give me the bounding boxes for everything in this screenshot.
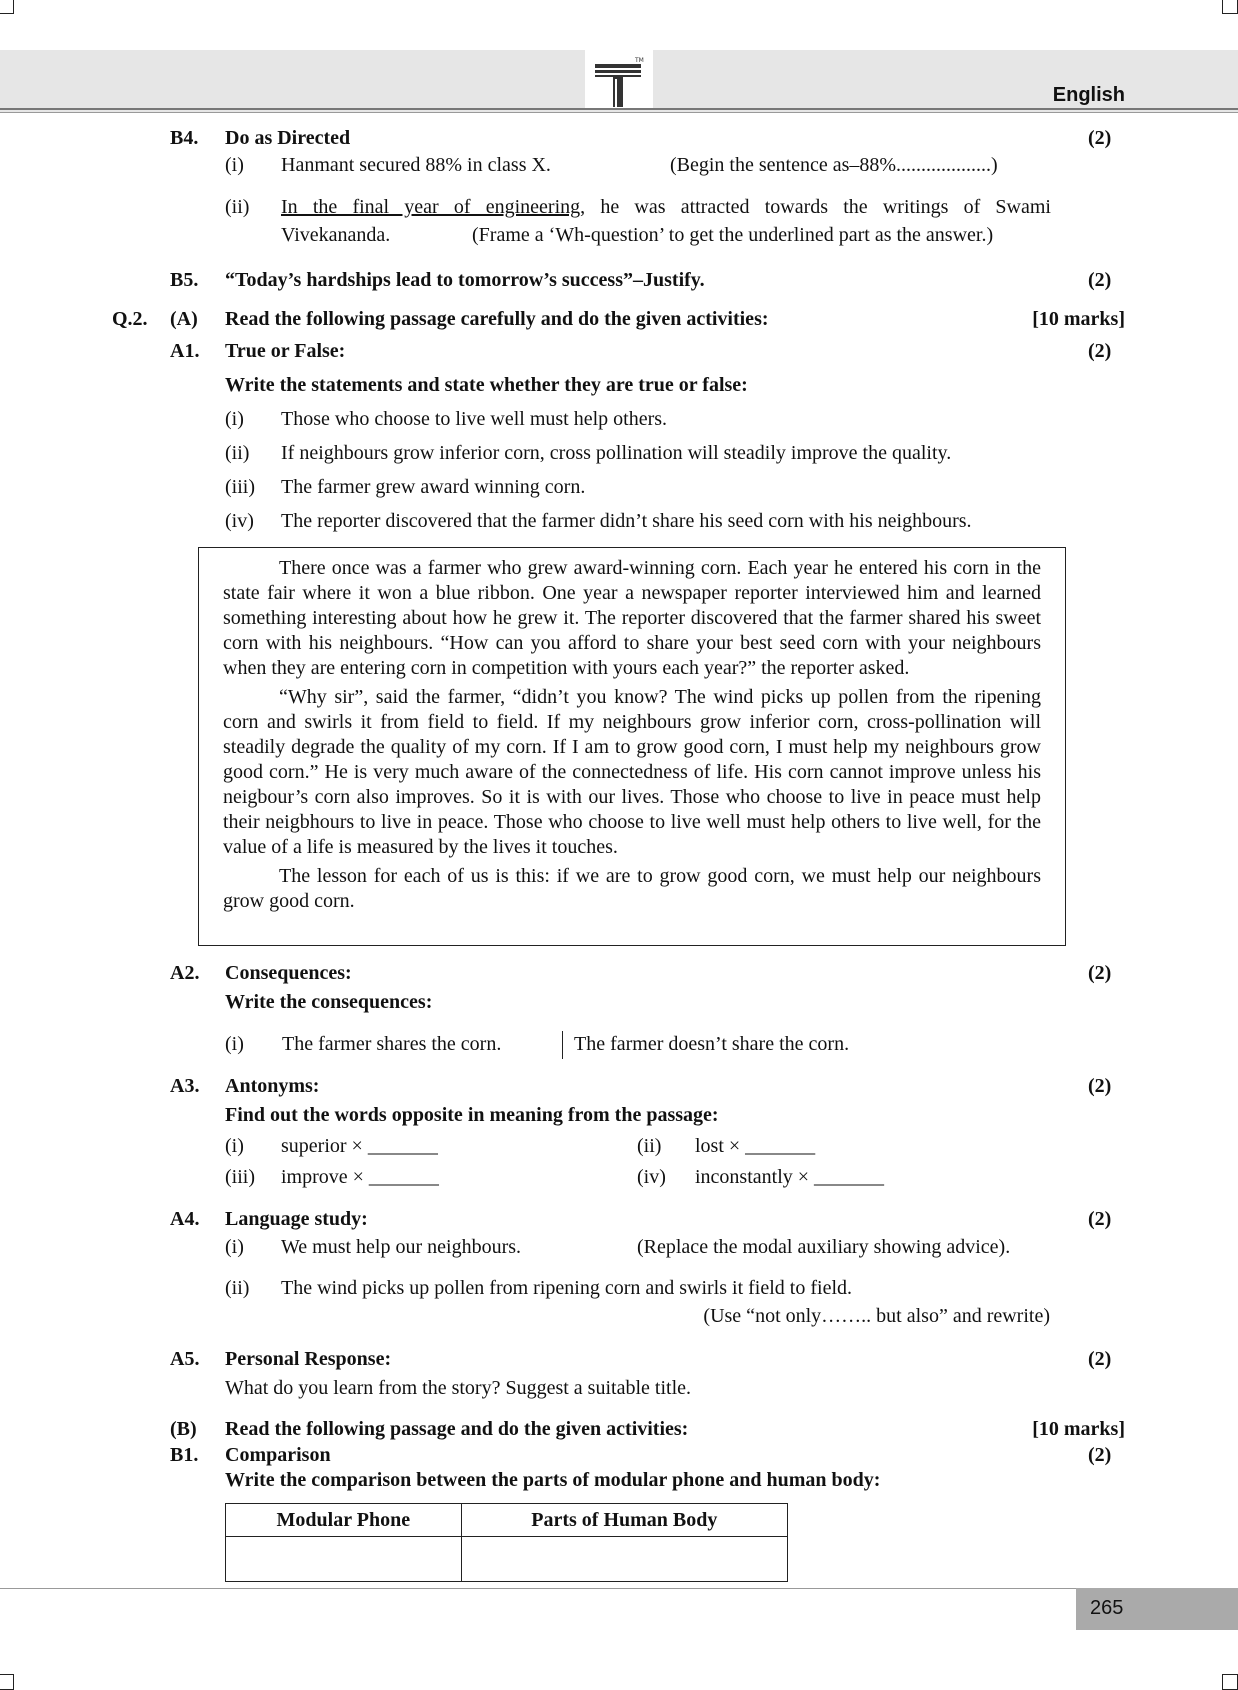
- item-instruction: (Begin the sentence as–88%...................): [670, 154, 998, 176]
- question-label: A3.: [170, 1075, 200, 1097]
- passage-paragraph: There once was a farmer who grew award-winning corn. Each year he entered his corn in the state fair where it won a blue ribbon. One year a newspaper reporter interviewed him and learned something interesting about how he grew it. The reporter discovered that the farmer shared his sweet corn with his neighbours. “How can you afford to share your best seed corn with your neighbours when they are entering corn in competition with yours each year?” the reporter asked.: [223, 557, 1041, 679]
- marks: (2): [1088, 340, 1112, 362]
- question-label: B1.: [170, 1444, 199, 1466]
- subject-title: English: [1052, 84, 1125, 106]
- question-title: Language study:: [225, 1208, 368, 1230]
- marks: (2): [1088, 1208, 1112, 1230]
- item-number: (iv): [225, 510, 254, 532]
- item-text: Hanmant secured 88% in class X.: [281, 154, 551, 176]
- item-instruction: (Use “not only…….. but also” and rewrite): [703, 1305, 1050, 1327]
- question-title: “Today’s hardships lead to tomorrow’s success”–Justify.: [225, 269, 705, 291]
- item-instruction: (Replace the modal auxiliary showing advice).: [637, 1236, 1011, 1258]
- question-label: B5.: [170, 269, 199, 291]
- consequence-right: The farmer doesn’t share the corn.: [574, 1033, 850, 1055]
- question-title: Personal Response:: [225, 1348, 392, 1370]
- question-label: A4.: [170, 1208, 200, 1230]
- crop-mark-top-right: [1222, 0, 1238, 14]
- instruction: Write the comparison between the parts of modular phone and human body:: [225, 1469, 881, 1491]
- footer-divider: [0, 1588, 1238, 1589]
- passage-paragraph: “Why sir”, said the farmer, “didn’t you know? The wind picks up pollen from the ripening corn and swirls it from field to field. If my neighbours grow inferior corn, cross-pollination will steadily degrade the quality of my corn. If I am to grow good corn, I must help my neighbours grow good corn.” He is very much aware of the connectedness of life. His corn cannot improve unless his neigbour’s corn also improves. So it is with our lives. Those who choose to live in peace must help their neigbhours to live in peace. Those who choose to live well must help others to live well, for the value of a life is measured by the lives it touches.: [223, 686, 1041, 858]
- statement: The farmer grew award winning corn.: [281, 476, 586, 498]
- header-divider: [0, 108, 1238, 110]
- item-number: (ii): [225, 442, 250, 464]
- question-label: A5.: [170, 1348, 200, 1370]
- section-marks: [10 marks]: [1032, 308, 1125, 330]
- question-label: A1.: [170, 340, 200, 362]
- crop-mark-top-left: [0, 0, 14, 14]
- comparison-table: [225, 1503, 788, 1582]
- marks: (2): [1088, 127, 1112, 149]
- item-number: (iv): [637, 1166, 666, 1188]
- question-title: Antonyms:: [225, 1075, 320, 1097]
- item-number: (i): [225, 154, 244, 176]
- answer-cell[interactable]: [461, 1537, 787, 1582]
- question-title: Consequences:: [225, 962, 352, 984]
- answer-cell[interactable]: [226, 1537, 462, 1582]
- item-text: We must help our neighbours.: [281, 1236, 522, 1258]
- item-text: The wind picks up pollen from ripening corn and swirls it field to field.: [281, 1277, 852, 1299]
- item-number: (i): [225, 1135, 244, 1157]
- column-header: Parts of Human Body: [461, 1504, 787, 1537]
- question-label: A2.: [170, 962, 200, 984]
- instruction: Find out the words opposite in meaning from the passage:: [225, 1104, 719, 1126]
- question-title: True or False:: [225, 340, 346, 362]
- statement: Those who choose to live well must help others.: [281, 408, 668, 430]
- item-number: (ii): [637, 1135, 662, 1157]
- section-title: Read the following passage and do the given activities:: [225, 1418, 689, 1440]
- marks: (2): [1088, 269, 1112, 291]
- section-label: (A): [170, 308, 198, 330]
- section-label: (B): [170, 1418, 197, 1440]
- page-number: 265: [1090, 1597, 1124, 1619]
- section-title: Read the following passage carefully and do the given activities:: [225, 308, 769, 330]
- item-number: (i): [225, 408, 244, 430]
- marks: (2): [1088, 1075, 1112, 1097]
- passage-paragraph: The lesson for each of us is this: if we are to grow good corn, we must help our neighbours grow good corn.: [223, 865, 1041, 912]
- reading-passage: [198, 547, 1066, 946]
- svg-text:TM: TM: [635, 57, 644, 64]
- consequence-left: The farmer shares the corn.: [282, 1033, 502, 1055]
- header-divider-thin: [0, 112, 1238, 113]
- statement: If neighbours grow inferior corn, cross pollination will steadily improve the quality.: [281, 442, 952, 464]
- logo-t-icon: [585, 50, 653, 110]
- marks: (2): [1088, 962, 1112, 984]
- item-number: (i): [225, 1236, 244, 1258]
- instruction: Write the statements and state whether they are true or false:: [225, 374, 748, 396]
- item-text: [281, 196, 1051, 219]
- item-number: (iii): [225, 1166, 255, 1188]
- antonym-blank: inconstantly × _______: [695, 1166, 885, 1188]
- question-text: What do you learn from the story? Suggest a suitable title.: [225, 1377, 691, 1399]
- statement: The reporter discovered that the farmer didn’t share his seed corn with his neighbours.: [281, 510, 972, 532]
- question-label: B4.: [170, 127, 199, 149]
- item-number: (i): [225, 1033, 244, 1055]
- question-title: Comparison: [225, 1444, 331, 1466]
- marks: (2): [1088, 1348, 1112, 1370]
- item-text-line2: Vivekananda.: [281, 224, 391, 246]
- section-marks: [10 marks]: [1032, 1418, 1125, 1440]
- table-row: [226, 1537, 788, 1582]
- item-number: (ii): [225, 196, 250, 218]
- item-text-rest: , he was attracted towards the writings of Swami: [580, 196, 1051, 218]
- publisher-logo: [585, 50, 653, 110]
- question-title: Do as Directed: [225, 127, 351, 149]
- item-number: (ii): [225, 1277, 250, 1299]
- question-number: Q.2.: [112, 308, 148, 330]
- antonym-blank: lost × _______: [695, 1135, 816, 1157]
- column-header: Modular Phone: [226, 1504, 462, 1537]
- antonym-blank: improve × _______: [281, 1166, 439, 1188]
- table-header-row: [226, 1504, 788, 1537]
- underlined-phrase: In the final year of engineering: [281, 196, 581, 218]
- column-divider: [562, 1031, 563, 1059]
- item-instruction: (Frame a ‘Wh-question’ to get the underlined part as the answer.): [472, 224, 994, 246]
- antonym-blank: superior × _______: [281, 1135, 438, 1157]
- instruction: Write the consequences:: [225, 991, 433, 1013]
- marks: (2): [1088, 1444, 1112, 1466]
- item-number: (iii): [225, 476, 255, 498]
